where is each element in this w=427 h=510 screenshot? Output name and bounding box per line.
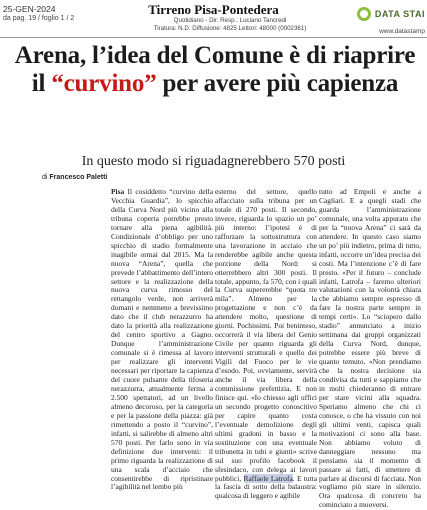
headline-text-2: per avere più capienza [156, 70, 399, 97]
article-column-3 [319, 187, 422, 510]
headline-highlight: “curvino” [51, 70, 157, 97]
website-url[interactable]: www.datastamp [379, 28, 425, 35]
logo-circle-icon [357, 7, 371, 21]
article-column-2 [215, 188, 317, 504]
publication-meta [80, 17, 380, 32]
header-divider [0, 37, 427, 38]
byline [42, 174, 107, 181]
meta-line-circulation: Tiratura: N.D. Diffusione: 4825 Lettori: 48000 (0002361) [153, 24, 307, 32]
article-headline [6, 42, 424, 98]
article-column-1 [111, 188, 213, 504]
dateline: Pisa [111, 187, 125, 196]
column-2-text: esterno del settore, quello affacciato sulla tribuna per un totale di 270 posti. Il secondo, invece, riguarda lo spazio un po’ più interno: l’ipotesi è di rafforzare la sottostruttura con una lavorazione in acciaio che renderebbe agibile anche questa porzione della Nord: si otterrebbero altri 300 posti. Il totale, appunto, fa 570, con i quali la Curva supererebbe “quota tre mila”. Almeno per la progettazione e non c’è da attendere molto, questione di giorni. Pochissimi. Poi beninteso, occorrerà il via libera del Genio Civile per quanto riguarda gli interventi strutturali e quello dei Vigili del Fuoco per le vie d’esodo. Poi, ovviamente, servirà anche il via libera della commissione prefettizia. E non finisce qui. «Io chiesso agli uffici un secondo progetto conoscitivo per capire quanto costa l’eventuale demolizione degli ultimi gradoni in basso e la sostituzione con una eventuale tribunetta in tubi e giunti» scrive sul suo profilo facebook il sfesindaco, con delega ai lavori pubblici, [215, 187, 317, 483]
highlighted-name: Raffaele Latrofa [243, 473, 293, 483]
column-1-text: Il cosiddetto “curvino della Vecchia Guardia”, lo spicchio della Curva Nord più vicino alla tribuna coperta potrebbe presto tornare alla piena agibilità. Condizionale d’obbligo per uno spicchio di stadio formalmente inagibile ormai dal 2015. Ma la nuova “Arena”, quella che prevede l’abbattimento dell’intero settore e la realizzazione della nuova curva rimosso del rettangolo verde, non arriverà domani e nemmeno a brevissimo dato che il club nerazzurro ha dato la priorità alla realizzazione del centro sportivo a Gagno. Dunque l’amministrazione comunale si è rimessa al lavoro per realizzare gli interventi necessari per riportare la capienza del cuore pulsante della tifoseria nerazzurra, attualmente ferma a 2.500 spettatori, ad un livello almeno decoroso, per la categoria e per la passione della piazza: già rimettendo a posto il “curvino”, infatti, si salirebbe di almeno altri 570 posti. Per farlo sono in via definizione due interventi: il primo riguarda la realizzazione di una scala d’acciaio che consentirebbe di ripristinare l’agibilità nel lembo più [111, 187, 213, 492]
meta-line-director: Quotidiano - Dir. Resp.: Luciano Tancredi [173, 17, 287, 24]
datastampa-logo [357, 7, 425, 21]
byline-prefix: di [42, 174, 48, 181]
byline-author: Francesco Paletti [49, 174, 108, 181]
page-info: da pag. 19 / foglio 1 / 2 [3, 15, 75, 22]
newspaper-masthead: Tirreno Pisa-Pontedera [148, 2, 279, 17]
column-3-text: tutto ad Empoli e anche a Cagliari. E a quegli stadi che guarda l’amministrazione comunale, una volta appurato che per la “nuova Arena” ci sarà da attendere. In questo caso siamo un po’ più indietro, prima di tutto, infatti, occorre un’idea precisa dei costi. Ma l’intenzione c’è di fare presto. «Per il futuro – conclude infatti, Latrofa – faremo ulteriori valutazioni con la volontà chiara che abbiamo sempre espresso di fare la nostra parte sempre in tempi certi». Lo “sciopero dallo stadio” annunciato a inizio settimana dai gruppi organizzati della Curva Nord, dunque, potrebbe essere più breve di quanto temuto. «Non prendiamo che la nostra decisione sia condivisa da tutti e sappiamo che in molti chiederanno di entrare per stare vicini alla squadra. Speriamo almeno che chi ci conosce, o che ha vissuto con noi gli ultimi venti, capisca quali motivazioni ci sono alla base. Non abbiamo voluto di danneggiare nessuno ma pensiamo sia il momento di passare ai fatti, di smettere di parlare ai discorsi di facciata. Non vogliamo più stare in silenzio. Ora qualcosa di concreto ha cominciato a muoversi. [319, 187, 422, 510]
clip-date: 25-GEN-2024 [3, 4, 56, 14]
column-2-tail: . E tutta la fascia di sotto della balaustra: qualcosa di leggero e agibile [215, 473, 317, 501]
headline-text-1: Arena, l’idea del Comune è di riaprire il [14, 42, 416, 97]
logo-text: DATA STAI [374, 9, 425, 19]
article-subtitle: In questo modo si riguadagnerebbero 570 posti [81, 154, 346, 169]
